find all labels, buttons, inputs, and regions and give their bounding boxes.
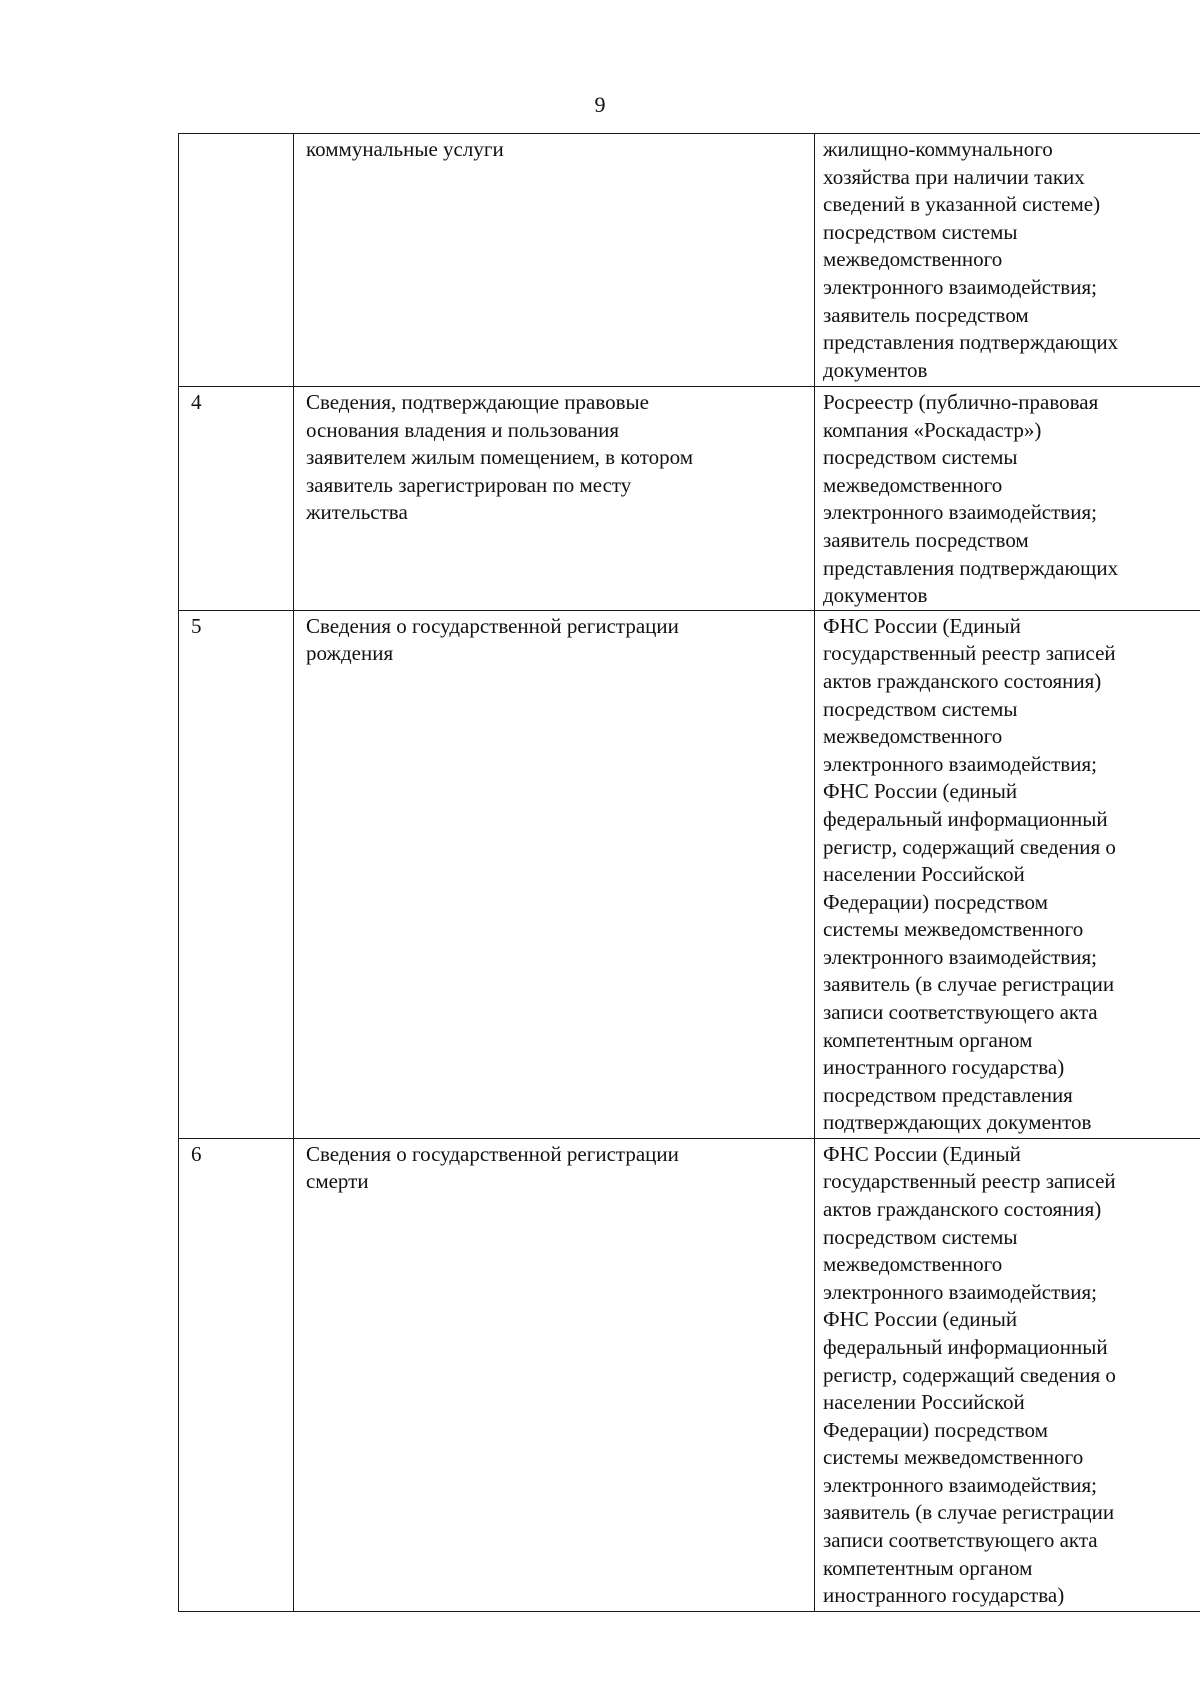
row-information-name: Сведения о государственной регистрации рождения xyxy=(294,610,815,1138)
row-information-name: Сведения о государственной регистрации смерти xyxy=(294,1138,815,1611)
row-number: 5 xyxy=(179,610,294,1138)
table-row xyxy=(179,1138,1200,1611)
table-row xyxy=(179,134,1200,387)
page-number: 9 xyxy=(594,92,606,117)
table-row xyxy=(179,610,1200,1138)
services-data-table xyxy=(178,133,1200,1612)
row-information-source: ФНС России (Единый государственный реестр записей актов гражданского состояния) посредством системы межведомственного электронного взаимодействия; ФНС России (единый федеральный информационный регистр, содержащий сведения о населении Российской Федерации) посредством системы межведомственного электронного взаимодействия; заявитель (в случае регистрации записи соответствующего акта компетентным органом иностранного государства) посредством представления подтверждающих документов xyxy=(815,610,1200,1138)
row-number: 6 xyxy=(179,1138,294,1611)
row-information-name: коммунальные услуги xyxy=(294,134,815,387)
row-information-source: Росреестр (публично-правовая компания «Роскадастр») посредством системы межведомственного электронного взаимодействия; заявитель посредством представления подтверждающих документов xyxy=(815,387,1200,611)
row-information-source: жилищно-коммунального хозяйства при наличии таких сведений в указанной системе) посредством системы межведомственного электронного взаимодействия; заявитель посредством представления подтверждающих документов xyxy=(815,134,1200,387)
row-number: 4 xyxy=(179,387,294,611)
row-information-source: ФНС России (Единый государственный реестр записей актов гражданского состояния) посредством системы межведомственного электронного взаимодействия; ФНС России (единый федеральный информационный регистр, содержащий сведения о населении Российской Федерации) посредством системы межведомственного электронного взаимодействия; заявитель (в случае регистрации записи соответствующего акта компетентным органом иностранного государства) xyxy=(815,1138,1200,1611)
row-number xyxy=(179,134,294,387)
table-row xyxy=(179,387,1200,611)
row-information-name: Сведения, подтверждающие правовые основания владения и пользования заявителем жилым помещением, в котором заявитель зарегистрирован по месту жительства xyxy=(294,387,815,611)
